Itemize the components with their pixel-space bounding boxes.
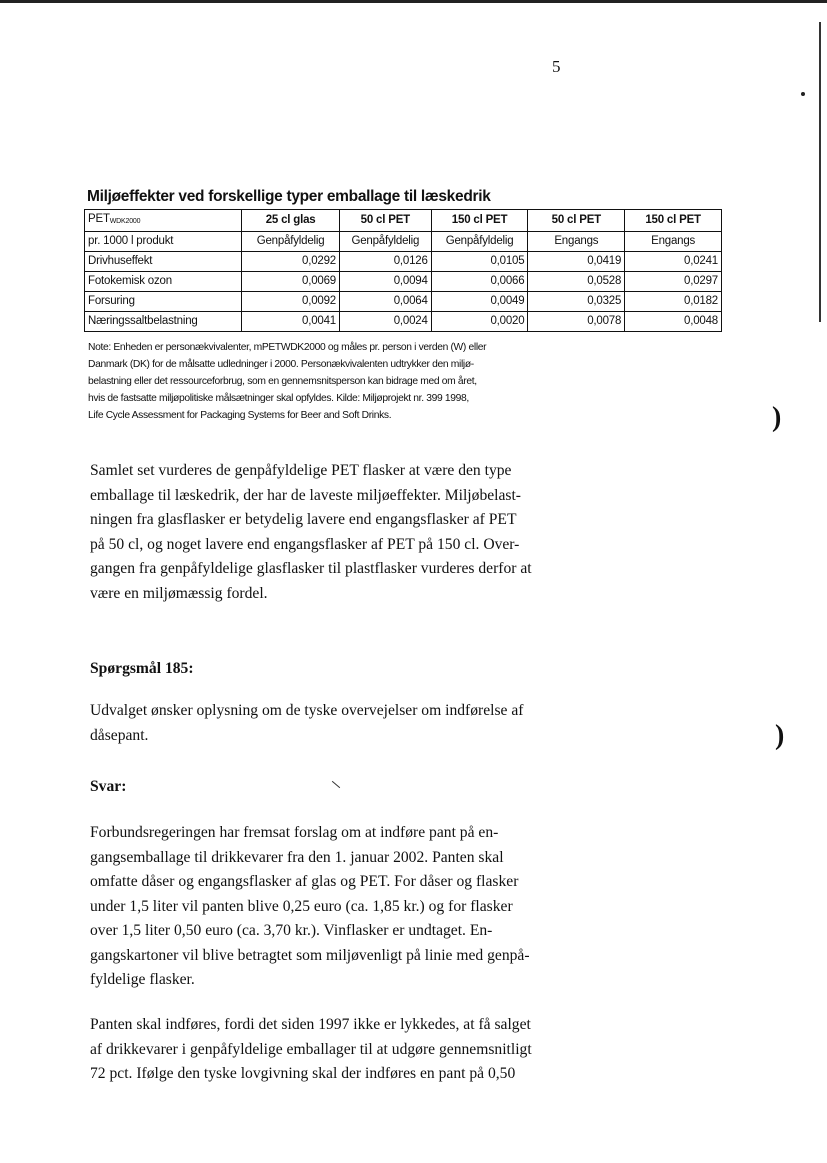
table-subheader-row xyxy=(85,232,722,252)
table-row xyxy=(85,252,722,272)
table-cell: 0,0048 xyxy=(625,312,722,332)
table-row xyxy=(85,312,722,332)
question-text xyxy=(90,699,580,748)
page-number: 5 xyxy=(552,57,561,76)
text-line: Udvalget ønsker oplysning om de tyske overvejelser om indførelse af xyxy=(90,702,524,719)
table-cell: 0,0182 xyxy=(625,292,722,312)
text-line: gangsemballage til drikkevarer fra den 1. januar 2002. Panten skal xyxy=(90,848,504,866)
column-header: 50 cl PET xyxy=(339,210,431,232)
text-line: på 50 cl, og noget lavere end engangsflasker af PET på 150 cl. Over- xyxy=(90,535,520,553)
text-line: Panten skal indføres, fordi det siden 1997 ikke er lykkedes, at få salget xyxy=(90,1016,531,1033)
text-line: af drikkevarer i genpåfyldelige emballager til at udgøre gennemsnitligt xyxy=(90,1040,532,1058)
text-line: emballage til læskedrik, der har de laveste miljøeffekter. Miljøbelast- xyxy=(90,486,522,504)
text-line: gangen fra genpåfyldelige glasflasker til plastflasker vurderes derfor at xyxy=(90,560,532,577)
column-header: 25 cl glas xyxy=(242,210,340,232)
paragraph-conclusion xyxy=(90,459,580,606)
text-line: fyldelige flasker. xyxy=(90,971,195,988)
table-cell: 0,0024 xyxy=(339,312,431,332)
table-cell: 0,0126 xyxy=(339,252,431,272)
answer-paragraph-2 xyxy=(90,1013,580,1087)
text-line: være en miljømæssig fordel. xyxy=(90,584,268,602)
table-cell: 0,0078 xyxy=(528,312,625,332)
text-line: 72 pct. Ifølge den tyske lovgivning skal der indføres en pant på 0,50 xyxy=(90,1065,516,1082)
table-cell: 0,0020 xyxy=(431,312,528,332)
note-line: Life Cycle Assessment for Packaging Systems for Beer and Soft Drinks. xyxy=(88,410,392,421)
text-line: ningen fra glasflasker er betydelig lavere end engangsflasker af PET xyxy=(90,511,517,528)
emissions-table xyxy=(84,209,722,332)
table-row xyxy=(85,292,722,312)
column-type: Genpåfyldelig xyxy=(242,232,340,252)
text-line: over 1,5 liter 0,50 euro (ca. 3,70 kr.). Vinflasker er undtaget. En- xyxy=(90,922,493,939)
text-line: Samlet set vurderes de genpåfyldelige PET flasker at være den type xyxy=(90,462,512,479)
table-cell: 0,0325 xyxy=(528,292,625,312)
note-line: hvis de fastsatte miljøpolitiske målsætninger skal opfyldes. Kilde: Miljøprojekt nr. 399 1998, xyxy=(88,393,469,404)
text-line: omfatte dåser og engangsflasker af glas og PET. For dåser og flasker xyxy=(90,873,519,890)
table-cell: 0,0297 xyxy=(625,272,722,292)
binder-hole-mark: ) xyxy=(772,402,782,433)
scan-pen-mark xyxy=(332,781,340,788)
table-cell: 0,0528 xyxy=(528,272,625,292)
column-header: 150 cl PET xyxy=(625,210,722,232)
row-label: Forsuring xyxy=(85,292,242,312)
column-type: Engangs xyxy=(625,232,722,252)
table-cell: 0,0066 xyxy=(431,272,528,292)
table-cell: 0,0292 xyxy=(242,252,340,272)
scan-speck xyxy=(801,92,805,96)
text-line: Forbundsregeringen har fremsat forslag om at indføre pant på en- xyxy=(90,824,499,841)
column-type: Engangs xyxy=(528,232,625,252)
text-line: gangskartoner vil blive betragtet som miljøvenligt på linie med genpå- xyxy=(90,946,530,964)
unit-label: PETWDK2000 xyxy=(85,210,242,232)
table-cell: 0,0094 xyxy=(339,272,431,292)
unit-label-line2: pr. 1000 l produkt xyxy=(85,232,242,252)
binder-hole-mark: ) xyxy=(775,720,785,751)
scan-top-border xyxy=(0,0,827,3)
note-line: belastning eller det ressourceforbrug, som en gennemsnitsperson kan bidrage med om året, xyxy=(88,376,477,387)
table-note xyxy=(88,339,558,424)
table-cell: 0,0069 xyxy=(242,272,340,292)
row-label: Fotokemisk ozon xyxy=(85,272,242,292)
note-line: Danmark (DK) for de målsatte udledninger i 2000. Personækvivalenten udtrykker den miljø- xyxy=(88,359,474,370)
table-cell: 0,0092 xyxy=(242,292,340,312)
column-header: 150 cl PET xyxy=(431,210,528,232)
table-cell: 0,0105 xyxy=(431,252,528,272)
table-caption: Miljøeffekter ved forskellige typer emballage til læskedrik xyxy=(87,188,491,205)
column-header: 50 cl PET xyxy=(528,210,625,232)
column-type: Genpåfyldelig xyxy=(431,232,528,252)
answer-paragraph-1 xyxy=(90,821,580,993)
table-cell: 0,0049 xyxy=(431,292,528,312)
row-label: Drivhuseffekt xyxy=(85,252,242,272)
table-cell: 0,0419 xyxy=(528,252,625,272)
table-row xyxy=(85,272,722,292)
text-line: under 1,5 liter vil panten blive 0,25 euro (ca. 1,85 kr.) og for flasker xyxy=(90,897,513,915)
table-cell: 0,0241 xyxy=(625,252,722,272)
text-line: dåsepant. xyxy=(90,726,149,744)
answer-heading: Svar: xyxy=(90,778,127,795)
note-line: Note: Enheden er personækvivalenter, mPETWDK2000 og måles pr. person i verden (W) eller xyxy=(88,342,487,353)
table-cell: 0,0064 xyxy=(339,292,431,312)
table-header-row xyxy=(85,210,722,232)
scan-right-edge xyxy=(819,22,821,322)
row-label: Næringssaltbelastning xyxy=(85,312,242,332)
question-heading: Spørgsmål 185: xyxy=(90,660,194,677)
table-cell: 0,0041 xyxy=(242,312,340,332)
column-type: Genpåfyldelig xyxy=(339,232,431,252)
